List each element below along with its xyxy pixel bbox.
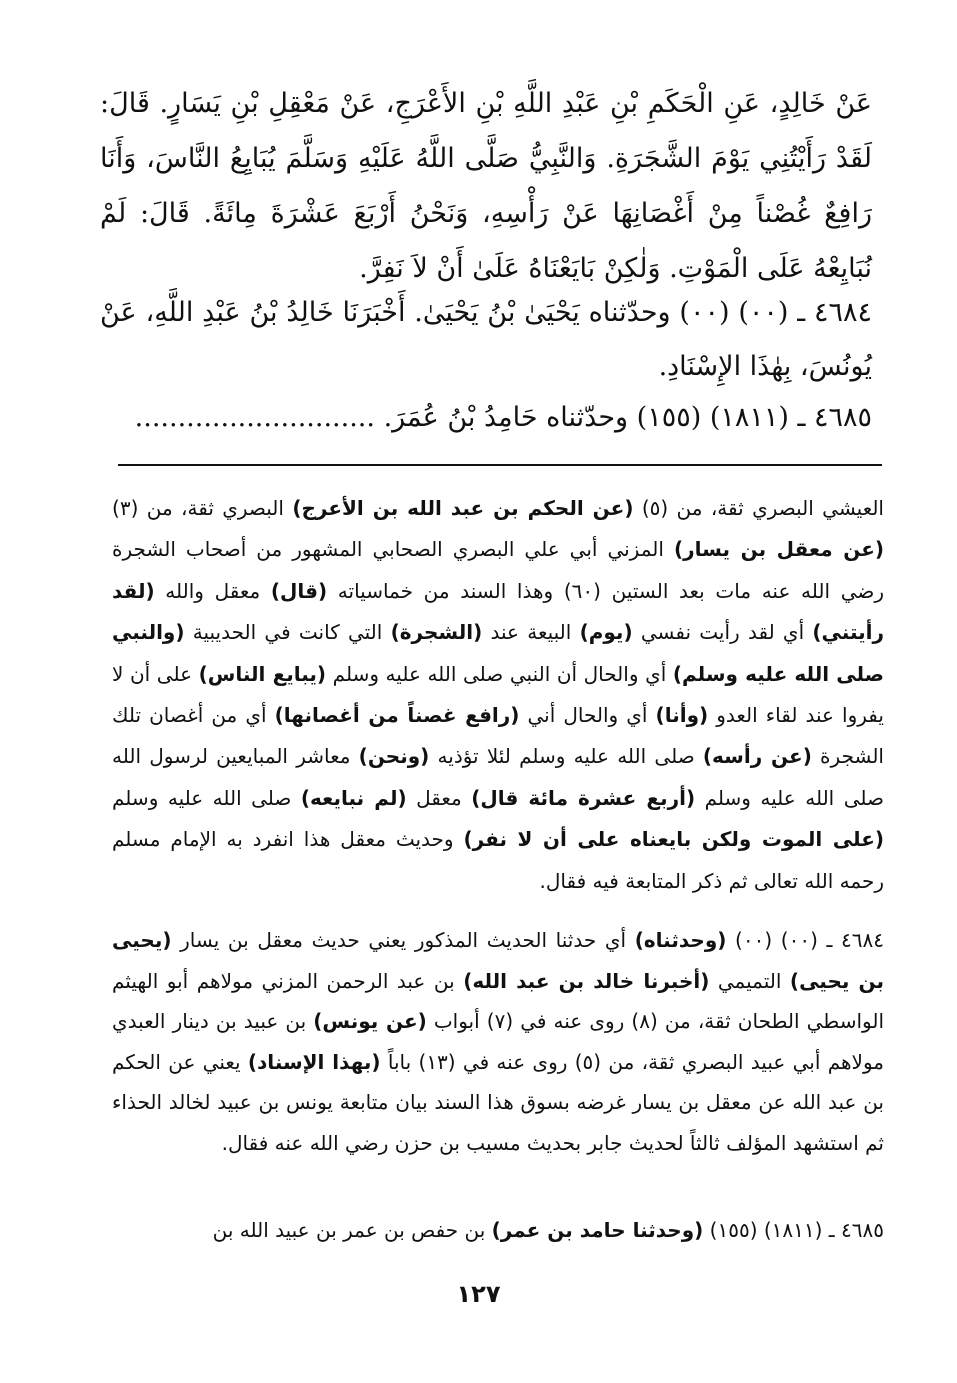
commentary-segment: المزني أبي علي البصري الصحابي المشهور من أصحاب الشجرة رضي الله عنه مات بعد الستين (٦٠) وهذا السند من خماسياته bbox=[112, 537, 885, 603]
bold-quote-segment: (عن معقل بن يسار) bbox=[673, 537, 884, 562]
commentary-segment: بن عبيد بن دينار العبدي مولاهم أبي عبيد البصري ثقة، من (٥) روى عنه في (١٣) باباً bbox=[112, 1009, 884, 1074]
hadith-paragraph-2: ٤٦٨٤ ـ (٠٠) (٠٠) وحدّثناه يَحْيَىٰ بْنُ يَحْيَىٰ. أَخْبَرَنَا خَالِدُ بْنُ عَبْدِ اللَّهِ، عَنْ يُونُسَ، بِهٰذَا الإِسْنَادِ. bbox=[100, 297, 872, 382]
bold-quote-segment: (يوم) bbox=[579, 620, 633, 645]
bold-quote-segment: (على الموت ولكن بايعناه على أن لا نفر) bbox=[463, 827, 885, 852]
bold-quote-segment: (أربع عشرة مائة قال) bbox=[471, 785, 696, 810]
bold-quote-segment: (الشجرة) bbox=[390, 620, 483, 645]
bold-quote-segment: (عن الحكم بن عبد الله بن الأعرج) bbox=[292, 496, 634, 520]
commentary-segment: وحديث معقل هذا انفرد به الإمام مسلم رحمه الله تعالى ثم ذكر المتابعة فيه فقال. bbox=[112, 827, 884, 893]
bold-quote-segment: (وأنا) bbox=[655, 703, 709, 728]
bold-quote-segment: (أخبرنا خالد بن عبد الله) bbox=[463, 968, 710, 993]
bold-quote-segment: (قال) bbox=[270, 578, 328, 603]
commentary-segment: بن عبد الرحمن المزني مولاهم أبو الهيثم الواسطي الطحان ثقة، من (٨) روى عنه في (٧) أبواب bbox=[112, 968, 885, 1033]
bold-quote-segment: (والنبي صلى الله عليه وسلم) bbox=[112, 620, 884, 686]
page-number: ١٢٧ bbox=[456, 1280, 501, 1308]
commentary-segment: بن حفص بن عمر بن عبيد الله بن bbox=[212, 1218, 492, 1242]
commentary-segment: يعني عن الحكم بن عبد الله عن معقل بن يسار غرضه بسوق هذا السند بيان متابعة يونس بن عبيد لخالد الحذاء ثم استشهد المؤلف ثالثاً لحديث جابر بحديث مسيب بن حزن رضي الله عنه فقال. bbox=[112, 1049, 884, 1155]
hadith-paragraph-3-text: ٤٦٨٥ ـ (١٨١١) (١٥٥) وحدّثناه حَامِدُ بْنُ عُمَرَ. bbox=[383, 402, 872, 433]
commentary-paragraph-1 bbox=[112, 488, 884, 902]
hadith-paragraph-3 bbox=[100, 392, 872, 444]
commentary-segment: أي حدثنا الحديث المذكور يعني حديث معقل بن يسار bbox=[171, 928, 635, 952]
bold-quote-segment: (ونحن) bbox=[358, 744, 430, 769]
bold-quote-segment: (يبايع الناس) bbox=[198, 661, 327, 686]
commentary-segment: البصري ثقة، من (٣) bbox=[112, 496, 293, 520]
commentary-segment: أي من أغصان تلك الشجرة bbox=[112, 703, 884, 769]
commentary-segment: العيشي البصري ثقة، من (٥) bbox=[633, 496, 884, 520]
bold-quote-segment: (يحيى بن يحيى) bbox=[112, 928, 885, 993]
commentary-segment: معقل والله bbox=[154, 578, 271, 603]
commentary-segment: أي لقد رأيت نفسي bbox=[632, 620, 813, 645]
commentary-segment: أي والحال أن النبي صلى الله عليه وسلم bbox=[326, 661, 673, 686]
commentary-segment: أي والحال أني bbox=[519, 703, 656, 728]
commentary-segment: ٤٦٨٤ ـ (٠٠) (٠٠) bbox=[726, 928, 884, 952]
bold-quote-segment: (رافع غصناً من أغصانها) bbox=[274, 703, 520, 728]
commentary-segment: صلى الله عليه وسلم bbox=[112, 785, 301, 810]
bold-quote-segment: (بهذا الإسناد) bbox=[247, 1049, 381, 1074]
commentary-segment: البيعة عند bbox=[482, 620, 580, 645]
ellipsis-dots: ............................ bbox=[134, 402, 375, 433]
bold-quote-segment: (عن يونس) bbox=[313, 1009, 427, 1033]
hadith-paragraph-1: عَنْ خَالِدٍ، عَنِ الْحَكَمِ بْنِ عَبْدِ اللَّهِ بْنِ الأَعْرَجِ، عَنْ مَعْقِلِ بْنِ يَسَارٍ. قَالَ: لَقَدْ رَأَيْتُنِي يَوْمَ الشَّجَرَةِ. وَالنَّبِيُّ صَلَّى اللَّهُ عَلَيْهِ وَسَلَّمَ يُبَايِعُ النَّاسَ، وَأَنَا رَافِعٌ غُصْناً مِنْ أَغْصَانِهَا عَنْ رَأْسِهِ، وَنَحْنُ أَرْبَعَ عَشْرَةَ مِائَةً. قَالَ: لَمْ نُبَايِعْهُ عَلَى الْمَوْتِ. وَلٰكِنْ بَايَعْنَاهُ عَلَىٰ أَنْ لاَ نَفِرَّ. bbox=[100, 88, 872, 284]
commentary-segment: معاشر المبايعين لرسول الله صلى الله عليه وسلم bbox=[112, 744, 884, 810]
bold-quote-segment: (لقد رأيتني) bbox=[112, 578, 884, 645]
commentary-paragraph-2 bbox=[112, 920, 884, 1163]
bold-quote-segment: (لم نبايعه) bbox=[300, 785, 407, 810]
bold-quote-segment: (وحدثناه) bbox=[634, 928, 727, 952]
bold-quote-segment: (عن رأسه) bbox=[702, 744, 812, 769]
commentary-segment: التميمي bbox=[709, 968, 790, 993]
commentary-segment: التي كانت في الحديبية bbox=[184, 620, 391, 645]
commentary-segment: ٤٦٨٥ ـ (١٨١١) (١٥٥) bbox=[703, 1218, 884, 1242]
footnote-divider bbox=[118, 464, 882, 466]
bold-quote-segment: (وحدثنا حامد بن عمر) bbox=[491, 1218, 704, 1242]
commentary-segment: على أن لا يفروا عند لقاء العدو bbox=[112, 661, 884, 728]
commentary-segment: صلى الله عليه وسلم لئلا تؤذيه bbox=[429, 744, 703, 769]
commentary-paragraph-3 bbox=[112, 1215, 884, 1245]
commentary-segment: معقل bbox=[406, 785, 472, 810]
